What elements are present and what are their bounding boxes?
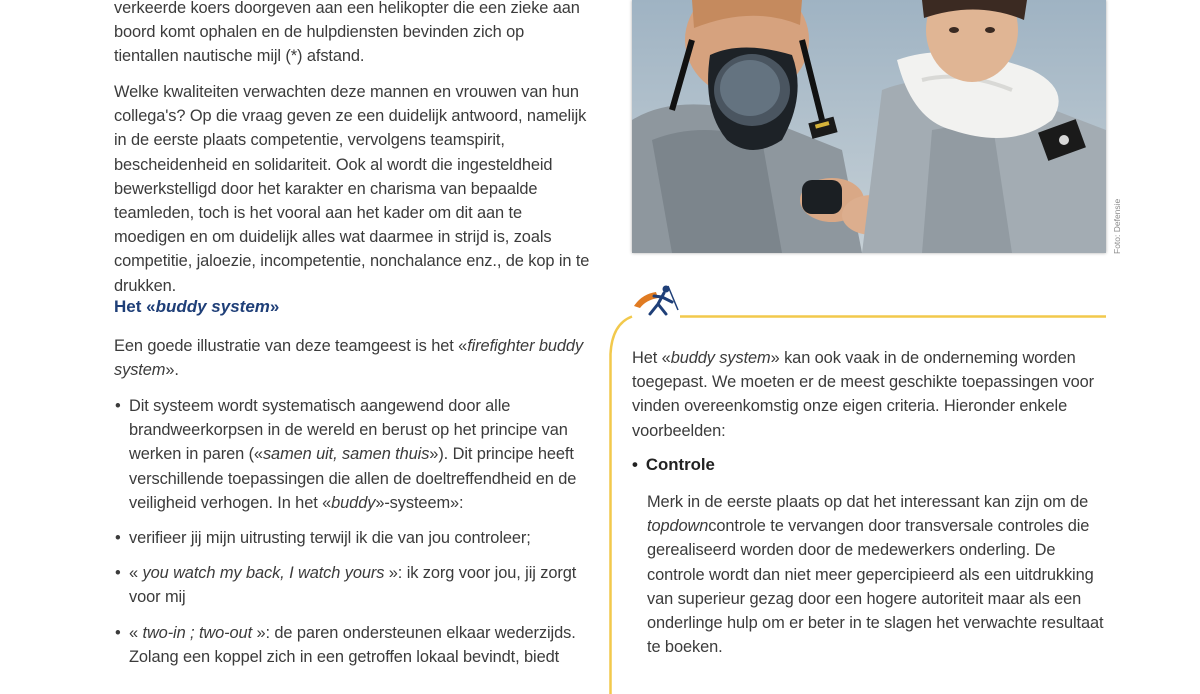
paragraph-qualities: Welke kwaliteiten verwachten deze mannen en vrouwen van hun collega's? Op die vraag geven ze een duidelijk antwoord, namelijk in de eerste plaats competentie, vervolgens teamspirit, bescheidenheid en solidariteit. Ook al wordt die ingesteldheid bewerkstelligd door het karakter en charisma van bepaalde teamleden, toch is het vooral aan het kader om dit aan te moedigen en om duidelijk alles wat daarmee in strijd is, zoals competitie, jaloezie, incompetentie, nonchalance enz., de kop in te drukken.	[114, 83, 590, 295]
paragraph-intro-continuation: verkeerde koers doorgeven aan een helikopter die een zieke aan boord komt ophalen en de hulpdiensten bevinden zich op tientallen nautische mijl (*) afstand.	[114, 0, 580, 66]
bullet-item-system: • Dit systeem wordt systematisch aangewend door alle brandweerkorpsen in de wereld en berust op het principe van werken in paren («samen uit, samen thuis»). Dit principe heeft verschillende toepassingen die allen de doeltreffendheid en de veiligheid verhogen. In het «buddy»-systeem»:	[114, 394, 590, 515]
bullet-item-two-in-two-out: • « two-in ; two-out »: de paren ondersteunen elkaar wederzijds. Zolang een koppel zich in een getroffen lokaal bevindt, biedt	[114, 621, 590, 669]
bullet-dot: •	[632, 455, 638, 474]
photo-sailors-gas-mask	[632, 0, 1106, 253]
sidebar-paragraph-intro: Het «buddy system» kan ook vaak in de onderneming worden toegepast. We moeten er de meest geschikte toepassingen voor vinden overeenkomstig onze eigen criteria. Hieronder enkele voorbeelden:	[632, 349, 1095, 440]
running-figure-icon	[632, 284, 680, 318]
paragraph-firefighter-buddy: Een goede illustratie van deze teamgeest is het «firefighter buddy system».	[114, 337, 584, 380]
sidebar-paragraph-controle: Merk in de eerste plaats op dat het interessant kan zijn om de topdowncontrole te vervangen door transversale controles die gerealiseerd worden door de medewerkers onderling. De controle wordt dan niet meer gepercipieerd als een uitdrukking van superieur gezag door een hogere autoriteit maar als een onderlinge hulp om er beter in te slagen het verwachte resultaat te boeken.	[647, 493, 1104, 657]
photo-illustration	[632, 0, 1106, 253]
bullet-item-watch-back: • « you watch my back, I watch yours »: ik zorg voor jou, jij zorgt voor mij	[114, 561, 590, 609]
bullet-dot: •	[115, 564, 121, 583]
bullet-dot: •	[115, 623, 121, 642]
bullet-list	[114, 394, 590, 680]
photo-credit: Foto: Defensie	[1112, 198, 1122, 254]
bullet-dot: •	[115, 529, 121, 548]
sidebar-subheading-controle: • Controle	[632, 455, 715, 474]
section-heading-buddy-system: Het «buddy system»	[114, 297, 280, 316]
bullet-dot: •	[115, 397, 121, 415]
bullet-item-verify: • verifieer jij mijn uitrusting terwijl ik die van jou controleer;	[114, 526, 590, 550]
